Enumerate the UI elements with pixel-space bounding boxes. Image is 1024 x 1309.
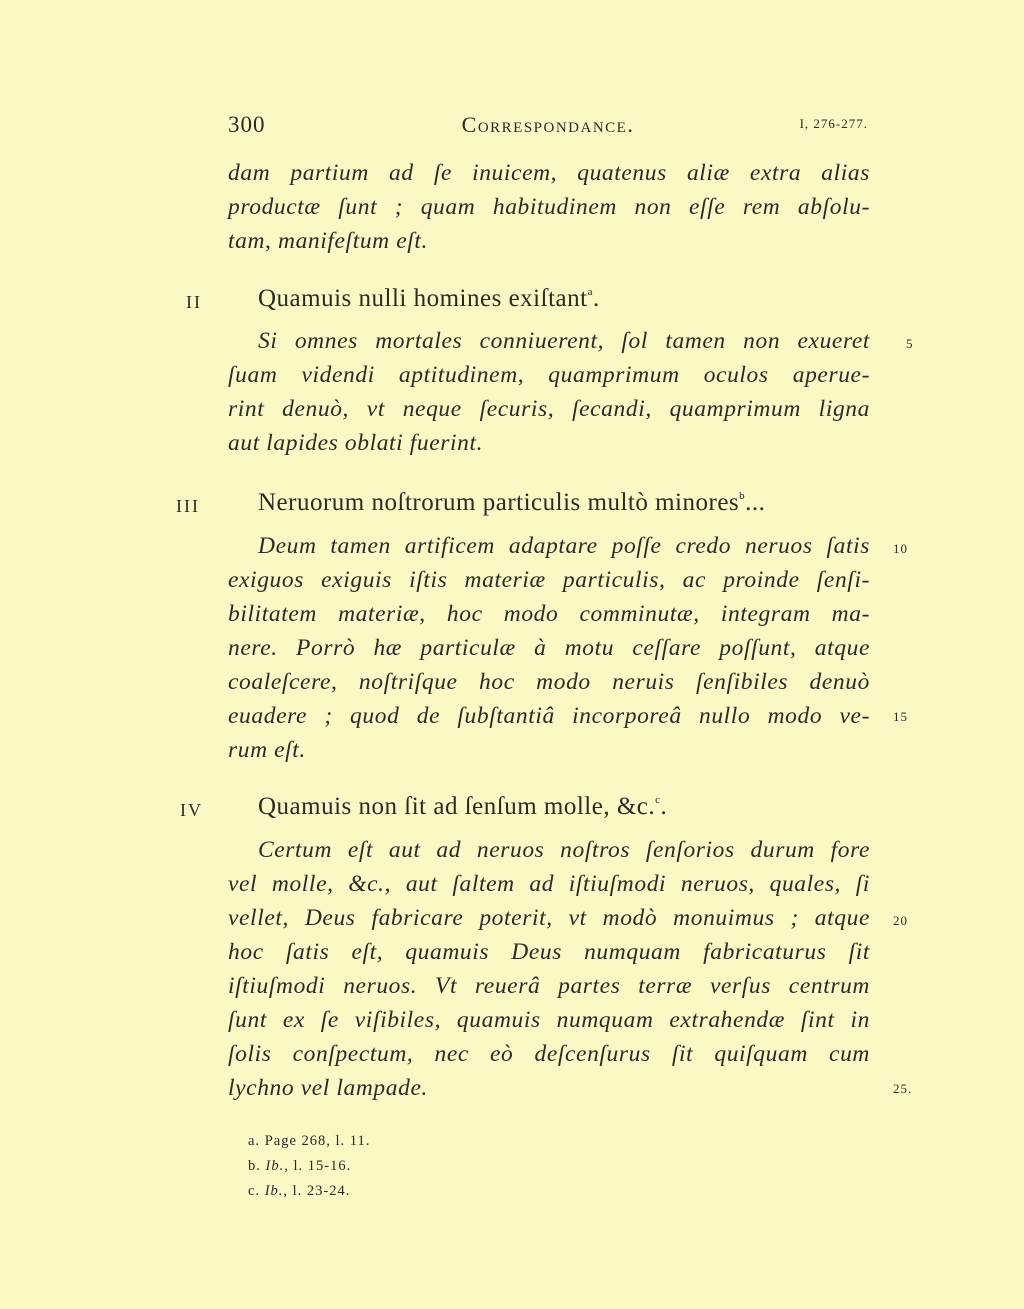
section-heading — [258, 285, 600, 313]
section-numeral: III — [176, 496, 200, 516]
section-heading — [258, 489, 765, 517]
text-line: lychno vel lampade. — [228, 1075, 428, 1101]
footnote-text: , l. 15-16. — [284, 1158, 352, 1174]
line-number: 25. — [893, 1081, 913, 1096]
line-number: 20 — [893, 913, 908, 928]
text-line: exiguos exiguis iſtis materiæ particulis, ac proinde ſenſi- — [228, 567, 870, 593]
text-line: aut lapides oblati fuerint. — [228, 430, 484, 456]
text-line: Deum tamen artificem adaptare poſſe credo neruos ſatis — [258, 533, 870, 559]
text-line: euadere ; quod de ſubſtantiâ incorporeâ nullo modo ve- — [228, 703, 870, 729]
heading-text: Quamuis nulli homines exiſtant — [258, 285, 588, 312]
text-line: iſtiuſmodi neruos. Vt reuerâ partes terræ verſus centrum — [228, 973, 870, 999]
footnote-mark: c — [655, 794, 661, 806]
footnote-mark: a — [587, 286, 593, 298]
text-line: vellet, Deus fabricare poterit, vt modò monuimus ; atque — [228, 905, 870, 931]
text-line: tam, manifeſtum eſt. — [228, 228, 428, 254]
footnote-label: c. — [248, 1183, 261, 1199]
page-header — [228, 112, 868, 142]
footnote — [248, 1154, 370, 1179]
text-line: Certum eſt aut ad neruos noſtros ſenſorios durum fore — [258, 837, 870, 863]
footnote-mark: b — [739, 490, 746, 502]
section-numeral: II — [186, 292, 202, 312]
text-line: rum eſt. — [228, 737, 306, 763]
heading-tail: . — [592, 285, 600, 312]
section-heading — [258, 793, 667, 821]
footnote — [248, 1179, 370, 1204]
text-line: coaleſcere, noſtriſque hoc modo neruis ſenſibiles denuò — [228, 669, 870, 695]
text-line: productæ ſunt ; quam habitudinem non eſſe rem abſolu- — [228, 194, 870, 220]
footnote-ref: Ib. — [264, 1183, 284, 1199]
section-numeral: IV — [180, 800, 203, 820]
text-line: dam partium ad ſe inuicem, quatenus aliæ extra alias — [228, 160, 870, 186]
page-reference: I, 276-277. — [799, 116, 868, 131]
text-line: Si omnes mortales conniuerent, ſol tamen non exueret — [258, 328, 870, 354]
footnotes — [248, 1129, 370, 1204]
text-line: nere. Porrò hæ particulæ à motu ceſſare poſſunt, atque — [228, 635, 870, 661]
text-line: rint denuò, vt neque ſecuris, ſecandi, quamprimum ligna — [228, 396, 870, 422]
heading-text: Neruorum noſtrorum particulis multò minores — [258, 489, 740, 516]
heading-text: Quamuis non ſit ad ſenſum molle, &c. — [258, 793, 656, 820]
text-line: ſuam videndi aptitudinem, quamprimum oculos aperue- — [228, 362, 870, 388]
footnote-text: , l. 23-24. — [283, 1183, 351, 1199]
text-line: ſolis conſpectum, nec eò deſcenſurus ſit quiſquam cum — [228, 1041, 870, 1067]
text-line: ſunt ex ſe viſibiles, quamuis numquam extrahendæ ſint in — [228, 1007, 870, 1033]
heading-tail: ... — [745, 489, 766, 516]
footnote — [248, 1129, 370, 1154]
footnote-ref: Ib. — [265, 1158, 285, 1174]
line-number: 5 — [906, 336, 914, 351]
running-title: Correspondance. — [461, 112, 635, 137]
text-line: vel molle, &c., aut ſaltem ad iſtiuſmodi neruos, quales, ſi — [228, 871, 870, 897]
footnote-text: Page 268, l. 11. — [264, 1133, 371, 1149]
heading-tail: . — [660, 793, 668, 820]
line-number: 10 — [893, 541, 908, 556]
footnote-label: a. — [248, 1133, 261, 1149]
page-number: 300 — [228, 112, 266, 137]
text-line: bilitatem materiæ, hoc modo comminutæ, integram ma- — [228, 601, 870, 627]
footnote-label: b. — [248, 1158, 261, 1174]
line-number: 15 — [893, 709, 908, 724]
text-line: hoc ſatis eſt, quamuis Deus numquam fabricaturus ſit — [228, 939, 870, 965]
